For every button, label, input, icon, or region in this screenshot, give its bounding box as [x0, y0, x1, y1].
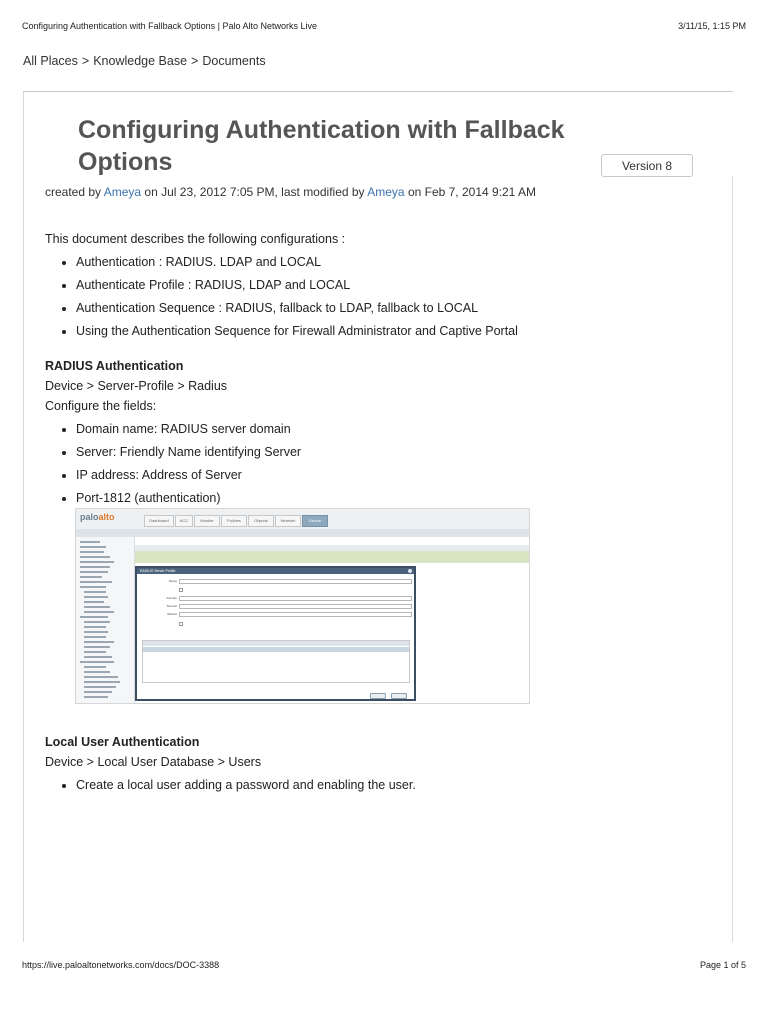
print-header-timestamp: 3/11/15, 1:15 PM — [678, 21, 746, 31]
dialog-close-icon — [408, 569, 412, 573]
breadcrumb-separator: > — [81, 54, 90, 68]
list-item: • Server: Friendly Name identifying Server — [76, 441, 715, 464]
print-footer-url: https://live.paloaltonetworks.com/docs/DOC-3388 — [22, 960, 220, 970]
list-item: • IP address: Address of Server — [76, 464, 715, 487]
list-item: • Domain name: RADIUS server domain — [76, 418, 715, 441]
screenshot-toolbar — [76, 529, 529, 537]
breadcrumb-knowledge-base[interactable]: Knowledge Base — [93, 54, 188, 68]
list-item: • Authenticate Profile : RADIUS, LDAP and LOCAL — [76, 274, 715, 297]
servers-grid — [142, 640, 410, 683]
breadcrumb-separator: > — [191, 54, 199, 68]
screenshot-tab: Network — [275, 515, 301, 527]
intro-list — [45, 251, 715, 343]
dialog-title: RADIUS Server Profile — [137, 568, 414, 574]
list-item: • Authentication Sequence : RADIUS, fallback to LDAP, fallback to LOCAL — [76, 297, 715, 320]
screenshot-tab: Monitor — [194, 515, 220, 527]
list-item: • Create a local user adding a password and enabling the user. — [76, 774, 715, 797]
list-item: • Using the Authentication Sequence for Firewall Administrator and Captive Portal — [76, 320, 715, 343]
cancel-button — [391, 693, 407, 699]
checkbox — [179, 622, 183, 626]
radius-profile-screenshot — [75, 508, 530, 704]
servers-grid-header — [143, 641, 409, 646]
radius-server-profile-dialog — [135, 566, 416, 701]
field-label: Domain — [166, 596, 177, 600]
content-border-top — [23, 91, 733, 92]
checkbox — [179, 588, 183, 592]
modifier-link[interactable]: Ameya — [367, 185, 405, 199]
servers-grid-row — [143, 647, 409, 652]
creator-link[interactable]: Ameya — [103, 185, 142, 199]
intro-text: This document describes the following configurations : — [45, 232, 346, 246]
print-header-title: Configuring Authentication with Fallback Options | Palo Alto Networks Live — [22, 21, 317, 31]
list-item: • Port-1812 (authentication) — [76, 487, 715, 510]
screenshot-tab: Dashboard — [144, 515, 174, 527]
radius-heading: RADIUS Authentication — [45, 359, 184, 373]
content-border-left — [23, 92, 24, 942]
field-label: Name — [168, 579, 177, 583]
screenshot-topbar — [76, 509, 529, 530]
local-heading: Local User Authentication — [45, 735, 200, 749]
list-item: • Authentication : RADIUS. LDAP and LOCAL — [76, 251, 715, 274]
local-list — [45, 774, 715, 797]
breadcrumb-documents[interactable]: Documents — [202, 54, 266, 68]
screenshot-list-row — [135, 551, 529, 563]
screenshot-sidebar — [76, 537, 135, 703]
screenshot-tab: ACC — [175, 515, 193, 527]
page-title: Configuring Authentication with Fallback Options — [78, 116, 565, 176]
breadcrumb — [23, 54, 266, 68]
name-field — [179, 579, 412, 584]
meta-created-date: on Jul 23, 2012 7:05 PM, last modified by — [144, 185, 365, 199]
retries-field — [179, 612, 412, 617]
meta-created-prefix: created by — [45, 185, 102, 199]
version-button[interactable]: Version 8 — [601, 154, 693, 177]
screenshot-tab: Objects — [248, 515, 274, 527]
palo-alto-logo: paloalto — [80, 512, 115, 522]
radius-configure-text: Configure the fields: — [45, 399, 157, 413]
document-meta — [45, 185, 536, 199]
print-footer-page: Page 1 of 5 — [699, 960, 746, 970]
domain-field — [179, 596, 412, 601]
content-border-right — [732, 176, 733, 942]
print-footer — [22, 960, 746, 970]
screenshot-tab: Policies — [221, 515, 247, 527]
breadcrumb-all-places[interactable]: All Places — [23, 54, 78, 68]
field-label: Timeout — [166, 604, 177, 608]
local-path: Device > Local User Database > Users — [45, 755, 262, 769]
radius-list — [45, 418, 715, 510]
radius-path: Device > Server-Profile > Radius — [45, 379, 228, 393]
field-label: Retries — [167, 612, 177, 616]
meta-modified-date: on Feb 7, 2014 9:21 AM — [407, 185, 537, 199]
ok-button — [370, 693, 386, 699]
print-header — [22, 21, 746, 35]
timeout-field — [179, 604, 412, 609]
screenshot-tab-active: Device — [302, 515, 328, 527]
